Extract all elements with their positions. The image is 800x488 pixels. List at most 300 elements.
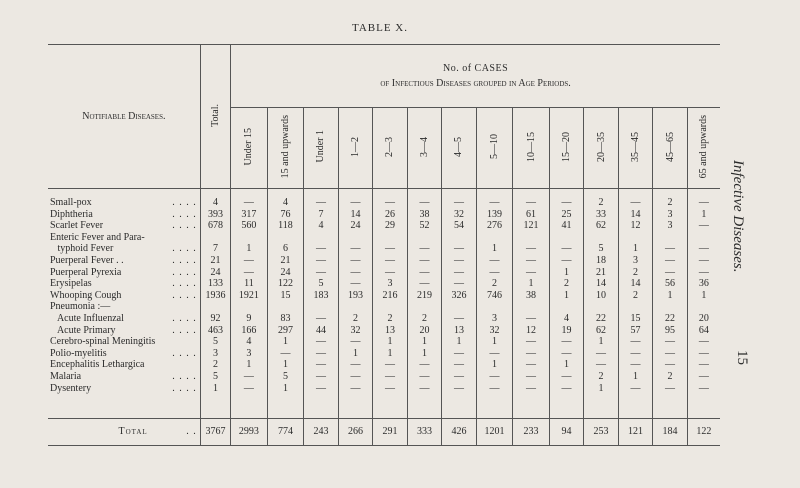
case-count-cell: — [231, 197, 268, 209]
leader-dots: . . . . [172, 347, 197, 359]
case-count-cell [304, 301, 339, 313]
age-column-label: 4—5 [453, 136, 465, 157]
disease-name: Enteric Fever and Para- [50, 231, 145, 243]
case-count-cell: 41 [549, 220, 584, 232]
case-count-cell: — [687, 255, 720, 267]
disease-name-cell [48, 359, 200, 371]
case-count-cell: — [476, 267, 513, 279]
total-cell: 5 [200, 371, 230, 383]
table-row [48, 255, 720, 267]
case-count-cell: 95 [653, 325, 688, 337]
case-count-cell: — [304, 348, 339, 360]
disease-name-cell [48, 290, 200, 302]
disease-name-cell [48, 220, 200, 232]
case-count-cell: 1 [618, 371, 653, 383]
case-count-cell: — [584, 348, 619, 360]
table-row [48, 313, 720, 325]
age-column-label: 10—15 [525, 131, 537, 162]
case-count-cell [476, 232, 513, 244]
table-row [48, 197, 720, 209]
case-count-cell: 5 [267, 371, 304, 383]
case-count-cell: 22 [653, 313, 688, 325]
case-count-cell: 2 [584, 197, 619, 209]
case-count-cell: 38 [513, 290, 550, 302]
case-count-cell: 56 [653, 278, 688, 290]
disease-name: Puerperal Pyrexia [50, 266, 122, 278]
case-count-cell: 3 [653, 220, 688, 232]
case-count-cell: — [231, 371, 268, 383]
leader-dots: . . . . [172, 278, 197, 290]
case-count-cell: — [687, 371, 720, 383]
case-count-cell: 33 [584, 209, 619, 221]
case-count-cell: — [304, 255, 339, 267]
case-count-cell: 1 [267, 336, 304, 348]
case-count-cell: — [442, 197, 477, 209]
case-count-cell [513, 301, 550, 313]
case-count-cell: 14 [618, 278, 653, 290]
age-column-header [231, 108, 268, 189]
case-count-cell: 2 [653, 197, 688, 209]
case-count-cell: — [407, 359, 442, 371]
age-column-label: Under 15 [243, 127, 255, 166]
case-count-cell: — [513, 359, 550, 371]
total-cell: 133 [200, 278, 230, 290]
case-count-cell: — [338, 359, 373, 371]
case-count-cell: 20 [407, 325, 442, 337]
case-count-cell: 2 [618, 267, 653, 279]
disease-name: Cerebro-spinal Meningitis [50, 336, 156, 348]
case-count-cell: — [373, 371, 408, 383]
case-count-cell: — [687, 267, 720, 279]
case-count-cell: — [304, 371, 339, 383]
case-count-cell: 13 [373, 325, 408, 337]
case-count-cell: 14 [618, 209, 653, 221]
case-count-cell: 1 [687, 290, 720, 302]
total-cell: 5 [200, 336, 230, 348]
case-count-cell [618, 232, 653, 244]
case-count-cell: 2 [549, 278, 584, 290]
case-count-cell: 122 [267, 278, 304, 290]
case-count-cell: 1 [549, 267, 584, 279]
disease-name: Acute Primary [50, 324, 116, 336]
age-column-label: 3—4 [418, 136, 430, 157]
table-row [48, 267, 720, 279]
total-value-cell: 121 [618, 419, 653, 446]
case-count-cell: 326 [442, 290, 477, 302]
case-count-cell: 2 [618, 290, 653, 302]
total-cell: 1 [200, 383, 230, 395]
case-count-cell: 1 [476, 359, 513, 371]
case-count-cell: — [549, 348, 584, 360]
case-count-cell: 317 [231, 209, 268, 221]
case-count-cell: — [338, 255, 373, 267]
case-count-cell: 121 [513, 220, 550, 232]
case-count-cell: — [513, 255, 550, 267]
leader-dots: . . . . [172, 289, 197, 301]
total-cell: 678 [200, 220, 230, 232]
row-label-header [48, 45, 200, 189]
case-count-cell: 2 [476, 278, 513, 290]
total-value-cell: 3767 [200, 419, 230, 446]
table-row [48, 290, 720, 302]
case-count-cell: — [653, 383, 688, 395]
case-count-cell: — [407, 383, 442, 395]
case-count-cell: 1 [373, 348, 408, 360]
case-count-cell [618, 301, 653, 313]
case-count-cell: 2 [373, 313, 408, 325]
case-count-cell: 22 [584, 313, 619, 325]
disease-name: Scarlet Fever [50, 220, 104, 232]
case-count-cell: 216 [373, 290, 408, 302]
total-value-cell: 291 [373, 419, 408, 446]
disease-name: Whooping Cough [50, 289, 122, 301]
table-row [48, 220, 720, 232]
case-count-cell: 13 [442, 325, 477, 337]
case-count-cell: 2 [338, 313, 373, 325]
total-value-cell: 94 [549, 419, 584, 446]
case-count-cell: — [687, 243, 720, 255]
total-header-text: Total. [209, 103, 221, 127]
total-value-cell: 333 [407, 419, 442, 446]
disease-name-cell [48, 325, 200, 337]
disease-name: Diphtheria [50, 208, 93, 220]
case-count-cell [231, 301, 268, 313]
disease-name-cell [48, 255, 200, 267]
age-column-label: 65 and upwards [698, 114, 710, 179]
case-count-cell [373, 232, 408, 244]
case-count-cell: 5 [584, 243, 619, 255]
case-count-cell: 166 [231, 325, 268, 337]
disease-name: Pneumonia :— [50, 301, 111, 313]
disease-name-cell [48, 243, 200, 255]
total-value-cell: 426 [442, 419, 477, 446]
disease-name: Dysentery [50, 382, 92, 394]
case-count-cell: — [442, 371, 477, 383]
table-row [48, 325, 720, 337]
case-count-cell [476, 301, 513, 313]
disease-name-cell [48, 209, 200, 221]
case-count-cell: — [653, 255, 688, 267]
case-count-cell: 118 [267, 220, 304, 232]
case-count-cell [687, 232, 720, 244]
case-count-cell: 18 [584, 255, 619, 267]
case-count-cell: 4 [267, 197, 304, 209]
case-count-cell: 1921 [231, 290, 268, 302]
case-count-cell [407, 301, 442, 313]
age-column-header [407, 108, 442, 189]
leader-dots: . . . . [172, 208, 197, 220]
case-count-cell: — [513, 336, 550, 348]
case-count-cell: — [407, 371, 442, 383]
case-count-cell: 20 [687, 313, 720, 325]
case-count-cell: 1 [407, 336, 442, 348]
case-count-cell: 62 [584, 220, 619, 232]
age-column-header [476, 108, 513, 189]
disease-name: typhoid Fever [50, 243, 114, 255]
total-cell: 7 [200, 243, 230, 255]
case-count-cell: — [373, 243, 408, 255]
leader-dots: . . . . [172, 197, 197, 208]
case-count-cell: 193 [338, 290, 373, 302]
case-count-cell: 25 [549, 209, 584, 221]
case-count-cell: — [513, 243, 550, 255]
table-row [48, 359, 720, 371]
age-column-label: 5—10 [488, 134, 500, 159]
case-count-cell: — [267, 348, 304, 360]
disease-name-cell [48, 313, 200, 325]
total-value-cell: 233 [513, 419, 550, 446]
case-count-cell [407, 232, 442, 244]
case-count-cell: 32 [442, 209, 477, 221]
table-title: TABLE X. [351, 22, 408, 34]
total-value-cell: 253 [584, 419, 619, 446]
case-count-cell: 24 [338, 220, 373, 232]
case-count-cell: 9 [231, 313, 268, 325]
case-count-cell: 3 [618, 255, 653, 267]
age-column-header [618, 108, 653, 189]
case-count-cell: — [442, 359, 477, 371]
case-count-cell: 3 [476, 313, 513, 325]
case-count-cell: — [476, 255, 513, 267]
case-count-cell: — [373, 267, 408, 279]
case-count-cell: 61 [513, 209, 550, 221]
case-count-cell: 1 [549, 290, 584, 302]
total-label-cell [48, 419, 200, 446]
case-count-cell: — [549, 383, 584, 395]
case-count-cell: — [476, 348, 513, 360]
case-count-cell: — [476, 197, 513, 209]
case-count-cell: 54 [442, 220, 477, 232]
case-count-cell: 12 [618, 220, 653, 232]
case-count-cell [267, 301, 304, 313]
case-count-cell: 21 [267, 255, 304, 267]
case-count-cell: 276 [476, 220, 513, 232]
case-count-cell: — [618, 197, 653, 209]
case-count-cell: — [442, 313, 477, 325]
case-count-cell: 1 [231, 243, 268, 255]
disease-name-cell [48, 301, 200, 313]
table-row [48, 301, 720, 313]
case-count-cell: 29 [373, 220, 408, 232]
case-count-cell: — [373, 197, 408, 209]
case-count-cell: 1 [549, 359, 584, 371]
case-count-cell: 1 [373, 336, 408, 348]
case-count-cell [442, 232, 477, 244]
age-column-label: 15—20 [561, 131, 573, 162]
disease-name: Puerperal Fever . . [50, 254, 124, 266]
case-count-cell: 1 [618, 243, 653, 255]
case-count-cell [687, 301, 720, 313]
case-count-cell: — [549, 336, 584, 348]
disease-name-cell [48, 336, 200, 348]
case-count-cell: — [442, 383, 477, 395]
case-count-cell: 1 [584, 336, 619, 348]
case-count-cell: — [653, 336, 688, 348]
disease-name-cell [48, 348, 200, 360]
case-count-cell: — [687, 336, 720, 348]
case-count-cell: 62 [584, 325, 619, 337]
case-count-cell: — [476, 383, 513, 395]
case-count-cell: — [407, 243, 442, 255]
disease-name: Acute Influenzal [50, 312, 124, 324]
total-value-cell: 774 [267, 419, 304, 446]
age-column-label: 35—45 [630, 131, 642, 162]
case-count-cell: 6 [267, 243, 304, 255]
case-count-cell: 1 [267, 359, 304, 371]
case-count-cell [373, 301, 408, 313]
case-count-cell [338, 232, 373, 244]
case-count-cell [549, 232, 584, 244]
age-column-label: 15 and upwards [279, 114, 291, 179]
case-count-cell: — [687, 383, 720, 395]
leader-dots: . . . . [172, 312, 197, 324]
case-count-cell: 44 [304, 325, 339, 337]
case-count-cell: 19 [549, 325, 584, 337]
case-count-cell [513, 232, 550, 244]
table-row [48, 348, 720, 360]
case-count-cell: — [513, 267, 550, 279]
case-count-cell: 1 [407, 348, 442, 360]
case-count-cell: — [653, 348, 688, 360]
case-count-cell: — [653, 359, 688, 371]
case-count-cell: — [618, 348, 653, 360]
case-count-cell: 15 [618, 313, 653, 325]
case-count-cell: 219 [407, 290, 442, 302]
total-row [48, 419, 720, 446]
age-column-header [584, 108, 619, 189]
total-label: Total [118, 426, 148, 438]
disease-name: Malaria [50, 370, 82, 382]
age-column-label: 45—65 [664, 131, 676, 162]
case-count-cell: — [304, 383, 339, 395]
case-count-cell: — [231, 255, 268, 267]
total-cell: 24 [200, 267, 230, 279]
case-count-cell: 3 [653, 209, 688, 221]
leader-dots: . . . . [172, 243, 197, 255]
disease-name-cell [48, 278, 200, 290]
leader-dots: . . . . [172, 220, 197, 232]
disease-name: Small-pox [50, 197, 92, 208]
age-column-header [513, 108, 550, 189]
case-count-cell [304, 232, 339, 244]
total-cell: 3 [200, 348, 230, 360]
disease-name-cell [48, 267, 200, 279]
leader-dots: . . . . [172, 382, 197, 394]
case-count-cell: — [442, 267, 477, 279]
age-column-header [267, 108, 304, 189]
table-row [48, 209, 720, 221]
total-cell: 4 [200, 197, 230, 209]
case-count-cell: 2 [584, 371, 619, 383]
disease-name: Encephalitis Lethargica [50, 359, 145, 371]
case-count-cell: 1 [267, 383, 304, 395]
case-count-cell: — [373, 255, 408, 267]
case-count-cell: — [442, 278, 477, 290]
leader-dots: . . [186, 426, 197, 438]
table-row [48, 278, 720, 290]
case-count-cell: — [304, 336, 339, 348]
case-count-cell: 297 [267, 325, 304, 337]
case-count-cell: 57 [618, 325, 653, 337]
case-count-cell: — [407, 197, 442, 209]
age-column-header [304, 108, 339, 189]
case-count-cell: — [338, 371, 373, 383]
case-count-cell: 4 [304, 220, 339, 232]
case-count-cell: 64 [687, 325, 720, 337]
case-count-cell [653, 301, 688, 313]
case-count-cell: — [549, 243, 584, 255]
age-column-label: Under 1 [315, 130, 327, 163]
case-count-cell: — [653, 267, 688, 279]
case-count-cell: 2 [653, 371, 688, 383]
group-header-line2: of Infectious Diseases grouped in Age Periods. [380, 78, 571, 89]
case-count-cell: — [476, 371, 513, 383]
total-value-cell: 243 [304, 419, 339, 446]
case-count-cell: — [442, 348, 477, 360]
case-count-cell: 52 [407, 220, 442, 232]
group-header-line1: No. of CASES [442, 63, 509, 74]
case-count-cell: 183 [304, 290, 339, 302]
case-count-cell [267, 232, 304, 244]
case-count-cell: — [513, 348, 550, 360]
case-count-cell: — [231, 383, 268, 395]
total-cell: 393 [200, 209, 230, 221]
case-count-cell: — [231, 267, 268, 279]
side-title: Infective Diseases. [730, 160, 746, 273]
case-count-cell: 5 [304, 278, 339, 290]
total-cell: 2 [200, 359, 230, 371]
case-count-cell: — [338, 383, 373, 395]
table-row [48, 371, 720, 383]
case-count-cell: — [687, 220, 720, 232]
case-count-cell: 1 [442, 336, 477, 348]
case-count-cell: — [304, 197, 339, 209]
case-count-cell: — [513, 313, 550, 325]
case-count-cell [549, 301, 584, 313]
case-count-cell: — [338, 336, 373, 348]
row-label-text: Notifiable Diseases. [82, 110, 166, 122]
case-count-cell: 560 [231, 220, 268, 232]
case-count-cell: 1 [231, 359, 268, 371]
case-count-cell: 4 [549, 313, 584, 325]
case-count-cell: — [338, 267, 373, 279]
age-column-header [653, 108, 688, 189]
case-count-cell: 76 [267, 209, 304, 221]
disease-name-cell [48, 371, 200, 383]
case-count-cell: 32 [476, 325, 513, 337]
age-column-label: 2—3 [384, 136, 396, 157]
case-count-cell: 36 [687, 278, 720, 290]
total-value-cell: 266 [338, 419, 373, 446]
case-count-cell: — [687, 348, 720, 360]
case-count-cell: 1 [476, 336, 513, 348]
case-count-cell: — [549, 255, 584, 267]
case-count-cell [442, 301, 477, 313]
age-column-label: 20—35 [595, 131, 607, 162]
table-row [48, 336, 720, 348]
case-count-cell: — [407, 255, 442, 267]
table-row [48, 232, 720, 244]
case-count-cell: 139 [476, 209, 513, 221]
age-column-header [687, 108, 720, 189]
case-count-cell [338, 301, 373, 313]
total-value-cell: 184 [653, 419, 688, 446]
case-count-cell: — [513, 371, 550, 383]
total-value-cell: 122 [687, 419, 720, 446]
case-count-cell: 83 [267, 313, 304, 325]
case-count-cell: — [304, 313, 339, 325]
case-count-cell [231, 232, 268, 244]
